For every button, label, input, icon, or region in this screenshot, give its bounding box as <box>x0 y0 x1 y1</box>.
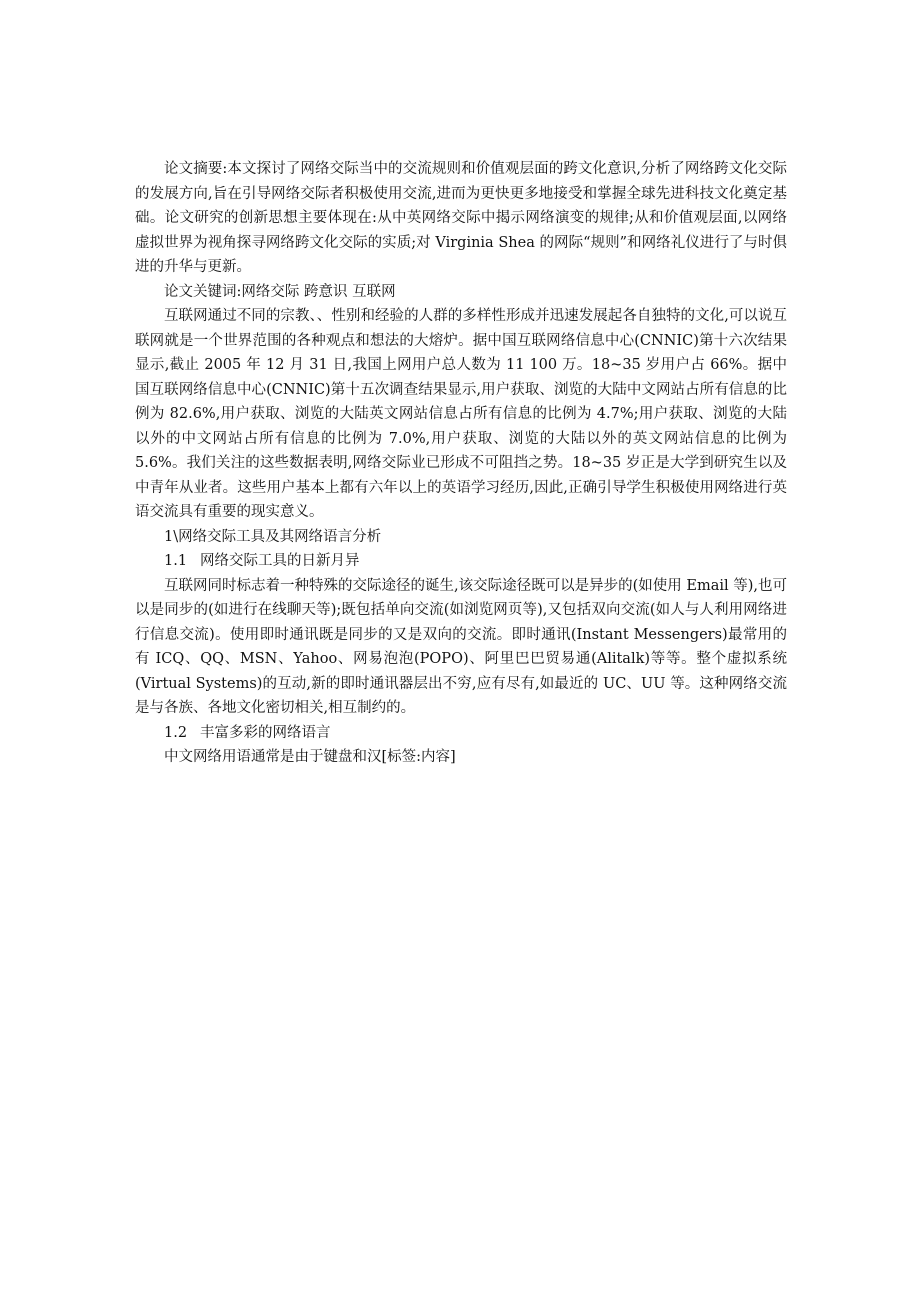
subsection-1-1-number: 1.1 <box>164 553 188 569</box>
keywords-line: 论文关键词:网络交际 跨意识 互联网 <box>164 283 396 300</box>
subsection-1-1-title: 网络交际工具的日新月异 <box>200 553 360 569</box>
tools-paragraph: 互联网同时标志着一种特殊的交际途径的诞生,该交际途径既可以是异步的(如使用 Email 等),也可以是同步的(如进行在线聊天等);既包括单向交流(如浏览网页等),又包括双向交流(如人与人利用网络进行信息交流)。使用即时通讯既是同步的又是双向的交流。即时通讯(Instant Messengers)最常用的有 ICQ、QQ、MSN、Yahoo、网易泡泡(POPO)、阿里巴巴贸易通(Alitalk)等等。整个虚拟系统(Virtual Systems)的互动,新的即时通讯器层出不穷,应有尽有,如最近的 UC、UU 等。这种网络交流是与各族、各地文化密切相关,相互制约的。 <box>135 577 788 716</box>
subsection-1-2-title: 丰富多彩的网络语言 <box>200 724 331 741</box>
subsection-1-2-heading <box>135 721 787 746</box>
abstract-paragraph: 论文摘要:本文探讨了网络交际当中的交流规则和价值观层面的跨文化意识,分析了网络跨文化交际的发展方向,旨在引导网络交际者积极使用交流,进而为更快更多地接受和掌握全球先进科技文化奠定基础。论文研究的创新思想主要体现在:从中英网络交际中揭示网络演变的规律;从和价值观层面,以网络虚拟世界为视角探寻网络跨文化交际的实质;对 Virginia Shea 的网际“规则”和网络礼仪进行了与时俱进的升华与更新。 <box>135 161 787 275</box>
section-1-heading: 1\网络交际工具及其网络语言分析 <box>164 528 382 545</box>
subsection-1-1-heading <box>135 549 787 574</box>
document-body <box>135 157 787 770</box>
intro-paragraph: 互联网通过不同的宗教、、性别和经验的人群的多样性形成并迅速发展起各自独特的文化,可以说互联网就是一个世界范围的各种观点和想法的大熔炉。据中国互联网络信息中心(CNNIC)第十六次结果显示,截止 2005 年 12 月 31 日,我国上网用户总人数为 11 100 万。18~35 岁用户占 66%。据中国互联网络信息中心(CNNIC)第十五次调查结果显示,用户获取、浏览的大陆中文网站占所有信息的比例为 82.6%,用户获取、浏览的大陆英文网站信息占所有信息的比例为 4.7%;用户获取、浏览的大陆以外的中文网站占所有信息的比例为 7.0%,用户获取、浏览的大陆以外的英文网站信息的比例为 5.6%。我们关注的这些数据表明,网络交际业已形成不可阻挡之势。18~35 岁正是大学到研究生以及中青年从业者。这些用户基本上都有六年以上的英语学习经历,因此,正确引导学生积极使用网络进行英语交流具有重要的现实意义。 <box>135 308 787 520</box>
network-language-paragraph: 中文网络用语通常是由于键盘和汉[标签:内容] <box>164 749 456 765</box>
subsection-1-2-number: 1.2 <box>164 724 188 741</box>
